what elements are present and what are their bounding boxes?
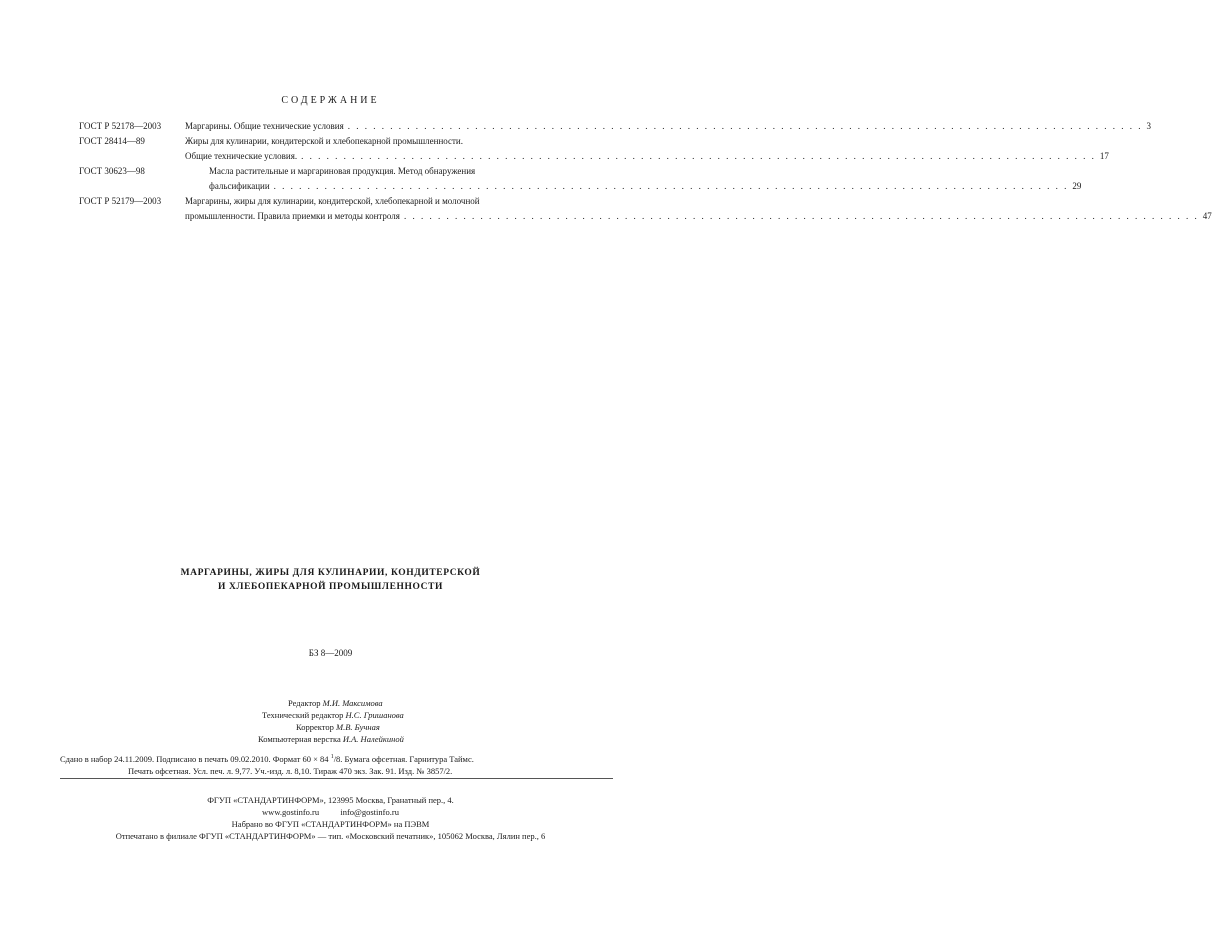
toc-entry-page: 17 [1099,151,1109,161]
toc-entry-page: 47 [1202,211,1212,221]
toc-entry-title: Жиры для кулинарии, кондитерской и хлебопекарной промышленности. [185,136,463,146]
collection-title [0,566,661,594]
credit-tech-editor [0,709,661,721]
toc-entry-title-cont: промышленности. Правила приемки и методы контроля [185,211,400,221]
toc-leader [404,209,1199,224]
toc-entry-title-cont: фальсификации [209,181,270,191]
toc-entry [79,194,1212,224]
print-info-text: /8. Бумага офсетная. Гарнитура Таймс. [333,753,474,764]
toc-entry-title-cont: Общие технические условия. [185,151,298,161]
print-info-text: Сдано в набор 24.11.2009. Подписано в печать 09.02.2010. Формат 60 × 84 [60,753,331,764]
imprint-typeset: Набрано во ФГУП «СТАНДАРТИНФОРМ» на ПЭВМ [231,819,430,829]
collection-title-line1: МАРГАРИНЫ, ЖИРЫ ДЛЯ КУЛИНАРИИ, КОНДИТЕРСКОЙ [180,568,481,578]
toc-leader [274,179,1069,194]
imprint [0,794,661,842]
toc-entry-title: Масла растительные и маргариновая продукция. Метод обнаружения [209,166,476,176]
credit-person: М.В. Бучная [336,722,380,732]
toc-entry-title: Маргарины. Общие технические условия [185,121,344,131]
table-of-contents [79,119,1212,224]
credit-person: Н.С. Гришанова [345,710,404,720]
toc-entry [79,119,1151,134]
print-info-line1 [60,751,605,765]
credit-role: Технический редактор [262,710,344,720]
toc-entry-code: ГОСТ 30623—98 [79,166,145,176]
toc-entry-code: ГОСТ Р 52178—2003 [79,121,162,131]
toc-entry-code: ГОСТ Р 52179—2003 [79,196,162,206]
format-fraction: 1 [330,754,334,760]
divider [60,778,613,779]
credit-person: М.И. Максимова [322,698,383,708]
toc-leader [348,119,1143,134]
credit-proofreader [0,721,661,733]
print-info-line2: Печать офсетная. Усл. печ. л. 9,77. Уч.-изд. л. 8,10. Тираж 470 экз. Зак. 91. Изд. № 3857/2. [128,765,453,776]
toc-entry-code: ГОСТ 28414—89 [79,136,145,146]
imprint-web: www.gostinfo.ru info@gostinfo.ru [262,807,399,817]
toc-entry [79,164,1082,194]
print-info [60,751,605,777]
toc-entry [79,134,1109,164]
credit-editor [0,697,661,709]
bz-code: БЗ 8—2009 [308,648,353,658]
toc-leader [301,149,1096,164]
credit-role: Редактор [288,698,321,708]
imprint-publisher: ФГУП «СТАНДАРТИНФОРМ», 123995 Москва, Гранатный пер., 4. [207,795,454,805]
credits [0,697,661,745]
credit-person: И.А. Налейкиной [342,734,404,744]
credit-role: Компьютерная верстка [258,734,341,744]
toc-heading: СОДЕРЖАНИЕ [281,95,380,106]
toc-entry-title: Маргарины, жиры для кулинарии, кондитерской, хлебопекарной и молочной [185,196,480,206]
toc-entry-page: 29 [1072,181,1082,191]
credit-layout [0,733,661,745]
collection-title-line2: И ХЛЕБОПЕКАРНОЙ ПРОМЫШЛЕННОСТИ [217,582,443,592]
credit-role: Корректор [296,722,334,732]
toc-entry-page: 3 [1146,121,1151,131]
imprint-printer: Отпечатано в филиале ФГУП «СТАНДАРТИНФОРМ» — тип. «Московский печатник», 105062 Москва, Лялин пер., 6 [115,831,546,841]
